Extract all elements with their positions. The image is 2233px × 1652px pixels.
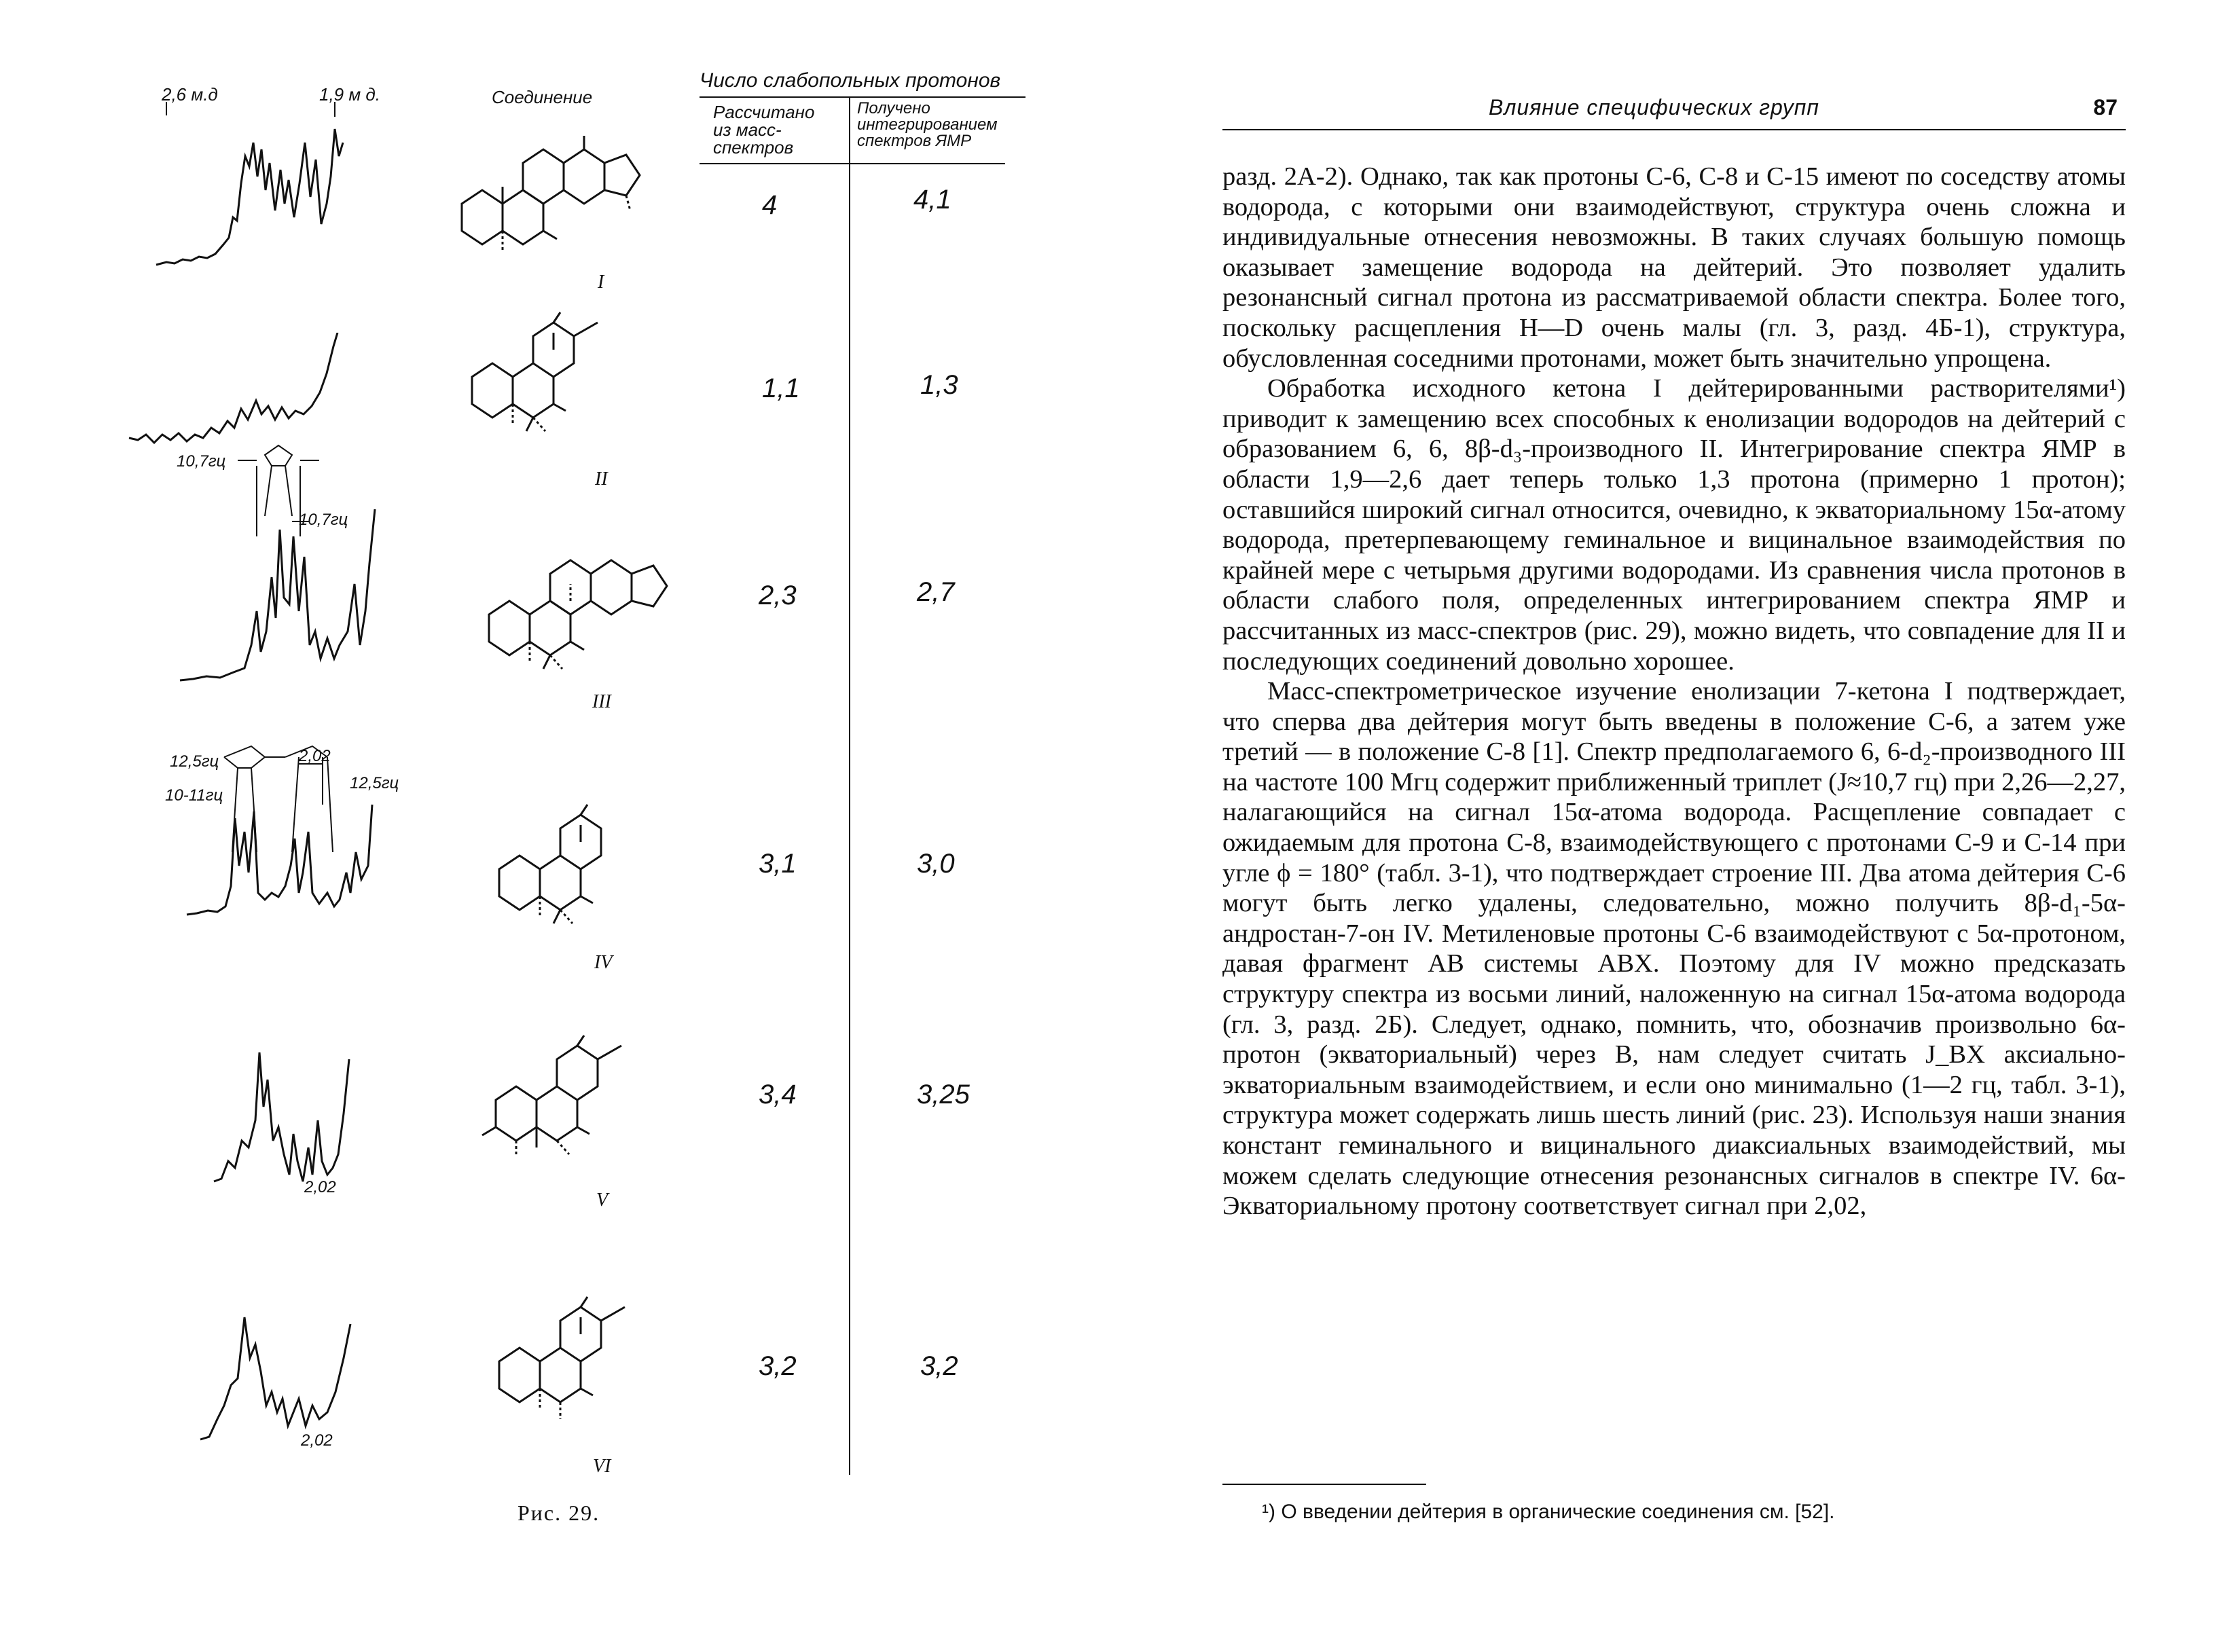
- obtained-value-III: 2,7: [917, 577, 955, 607]
- paragraph-2: Обработка исходного кетона I дейтерированными растворителями¹) приводит к замещению всех способных к енолизации водородов на дейтерий с образованием 6, 6, 8β-d₃-производного II. Интегрирование спектра ЯМР в области 1,9—2,6 дает теперь только 1,3 протона (примерно 1 протон); оставшийся широкий сигнал относится, очевидно, к экваториальному 15α-атому водорода, претерпевающему геминальное и вицинальное взаимодействия по крайней мере с четырьмя другими водородами. Из сравнения числа протонов в области слабого поля, определенных интегрированием спектра ЯМР и рассчитанных из масс-спектров (рис. 29), можно видеть, что совпадение для II и последующих соединений довольно хорошее.: [1222, 374, 2126, 676]
- calculated-value-VI: 3,2: [759, 1351, 797, 1381]
- page-number: 87: [2093, 95, 2118, 120]
- compound-label-V: V: [596, 1190, 609, 1211]
- compound-label-IV: IV: [594, 952, 613, 973]
- shift-label-202-vi: 2,02: [301, 1431, 333, 1450]
- paragraph-1: разд. 2А-2). Однако, так как протоны С-6, С-8 и С-15 имеют по соседству атомы водорода, с которыми они взаимодействуют, структура очень сложна и индивидуальные отнесения невозможны. В таких случаях большую помощь оказывает замещение водорода на дейтерий. Это позволяет удалить резонансный сигнал протона из рассматриваемой области спектра. Более того, поскольку расщепления H—D очень малы (гл. 3, разд. 4Б-1), структура, обусловленная соседними протонами, может быть значительно упрощена.: [1222, 162, 2126, 373]
- coupling-label-107-right: 10,7гц: [299, 511, 348, 529]
- column-header-calculated: Рассчитано из масс- спектров: [713, 102, 815, 158]
- calculated-value-V: 3,4: [759, 1080, 797, 1109]
- obtained-value-VI: 3,2: [920, 1351, 958, 1381]
- table-column-divider: [849, 96, 850, 1475]
- footnote: ¹) О введении дейтерия в органические соединения см. [52].: [1262, 1501, 1835, 1523]
- structure-V: [469, 1025, 672, 1181]
- nmr-spectrum-III: [177, 441, 394, 693]
- ppm-label-left: 2,6 м.д: [162, 84, 218, 105]
- calculated-value-I: 4: [762, 190, 778, 220]
- compound-label-II: II: [595, 469, 608, 490]
- calculated-value-II: 1,1: [762, 373, 800, 403]
- compound-label-VI: VI: [593, 1456, 611, 1477]
- column-header-compound: Соединение: [492, 87, 593, 107]
- table-header-rule: [700, 163, 1005, 164]
- nmr-spectrum-V: [211, 1039, 374, 1195]
- structure-II: [458, 309, 635, 465]
- footnote-rule: [1222, 1484, 1426, 1485]
- obtained-value-I: 4,1: [913, 185, 951, 215]
- shift-label-202-top: 2,02: [299, 747, 331, 765]
- table-group-title: Число слабопольных протонов: [700, 69, 1001, 92]
- calculated-value-IV: 3,1: [759, 849, 797, 879]
- column-header-obtained: Получено интегрированием спектров ЯМР: [857, 99, 998, 150]
- ppm-label-right: 1,9 м д.: [319, 84, 381, 105]
- nmr-spectrum-I: [153, 102, 370, 278]
- figure-caption: Рис. 29.: [518, 1501, 600, 1525]
- coupling-label-125-right: 12,5гц: [350, 774, 399, 792]
- coupling-label-107-left: 10,7гц: [177, 452, 226, 471]
- table-top-rule: [700, 96, 1025, 98]
- coupling-label-125-left: 12,5гц: [170, 752, 219, 771]
- structure-I: [448, 122, 672, 292]
- obtained-value-II: 1,3: [920, 370, 958, 400]
- coupling-label-10-11: 10-11гц: [165, 786, 223, 805]
- structure-III: [475, 526, 700, 682]
- running-header: [1222, 95, 2126, 130]
- nmr-spectrum-VI: [197, 1304, 374, 1460]
- running-title: Влияние специфических групп: [1489, 95, 1819, 120]
- paragraph-3: Масс-спектрометрическое изучение енолизации 7-кетона I подтверждает, что сперва два дейтерия могут быть введены в положение С-6, а затем уже третий — в положение С-8 [1]. Спектр предполагаемого 6, 6-d₂-производного III на частоте 100 Мгц содержит приближенный триплет (J≈10,7 гц) при 2,26—2,27, налагающийся на сигнал 15α-атома водорода. Расщепление совпадает с ожидаемым для протона С-8, взаимодействующего с протонами С-9 и С-14 при угле ϕ = 180° (табл. 3-1), что подтверждает строение III. Два атома дейтерия С-6 могут быть легко удалены, следовательно, можно получить 8β-d₁-5α-андростан-7-он IV. Метиленовые протоны С-6 взаимодействуют с 5α-протоном, давая фрагмент AB системы ABX. Поэтому для IV можно предсказать структуру спектра из восьми линий, наложенную на сигнал 15α-атома водорода (гл. 3, разд. 2Б). Следует, однако, помнить, что, обозначив произвольно 6α-протон (экваториальный) через B, нам следует считать J_BX аксиально-экваториальным взаимодействием, и если оно минимально (1—2 гц, табл. 3-1), структура может содержать лишь шесть линий (рис. 23). Используя наши знания констант геминального и вицинального диаксиальных взаимодействий, мы можем сделать следующие отнесения резонансных сигналов в спектре IV. 6α-Экваториальному протону соответствует сигнал при 2,02,: [1222, 677, 2126, 1221]
- structure-IV: [486, 801, 662, 957]
- compound-label-III: III: [592, 691, 611, 712]
- obtained-value-IV: 3,0: [917, 849, 955, 879]
- obtained-value-V: 3,25: [917, 1080, 970, 1109]
- body-text: [1222, 162, 2126, 1222]
- calculated-value-III: 2,3: [759, 581, 797, 610]
- compound-label-I: I: [598, 272, 604, 293]
- structure-VI: [486, 1293, 662, 1450]
- shift-label-202-v: 2,02: [304, 1178, 336, 1196]
